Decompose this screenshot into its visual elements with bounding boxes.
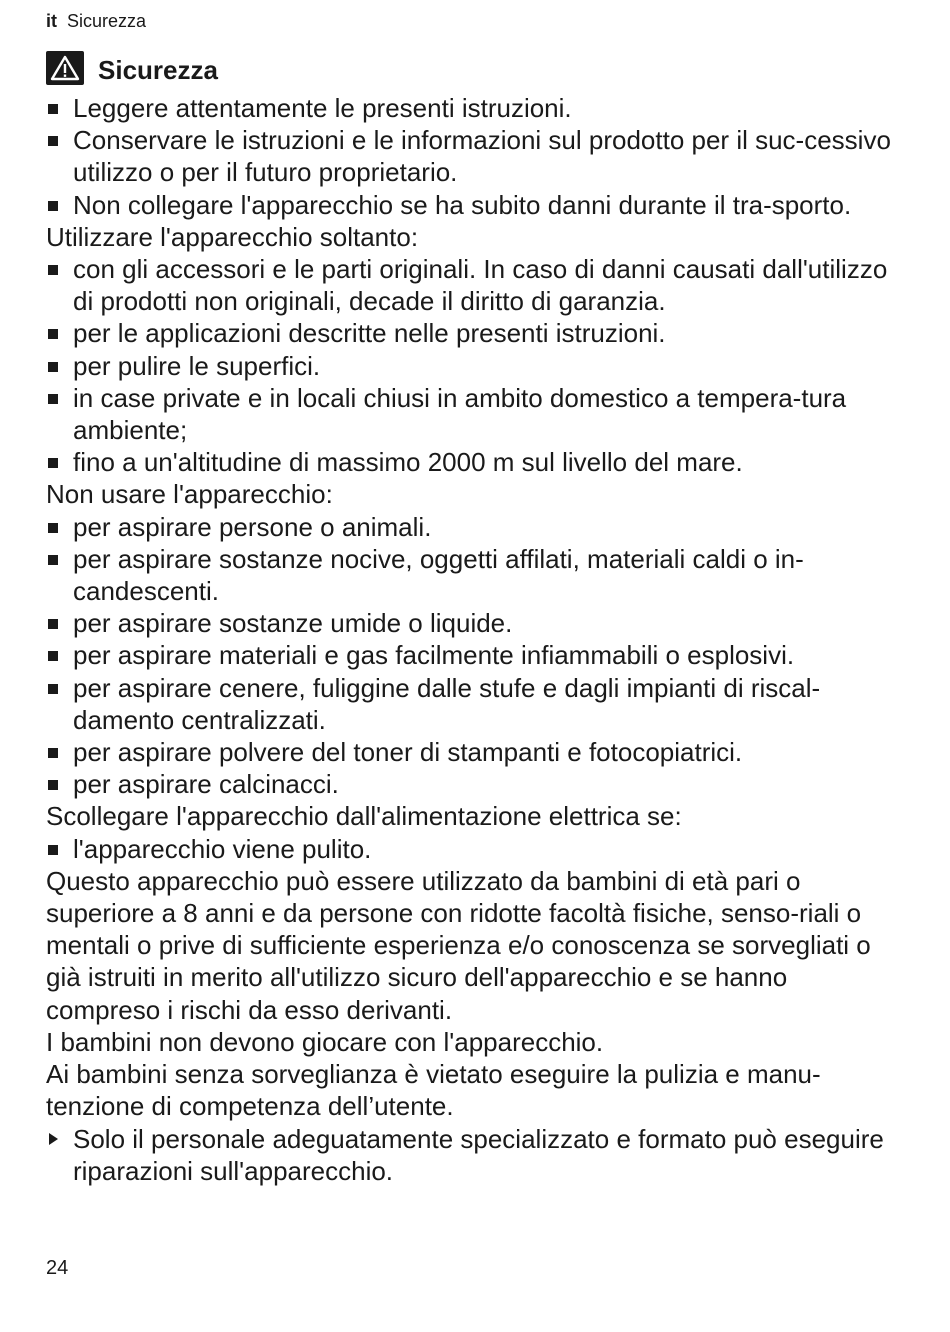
- list-item: in case private e in locali chiusi in ambito domestico a tempera-tura ambiente;: [46, 382, 906, 446]
- list-item: Conservare le istruzioni e le informazioni sul prodotto per il suc-cessivo utilizzo o per il futuro proprietario.: [46, 124, 906, 188]
- disconnect-list: [46, 833, 906, 865]
- children-paragraph: Questo apparecchio può essere utilizzato da bambini di età pari o superiore a 8 anni e da persone con ridotte facoltà fisiche, senso-riali o mentali o prive di sufficiente esperienza e/o conoscenza se sorvegliati o già istruiti in merito all'utilizzo sicuro dell'apparecchio e se hanno compreso i rischi da esso derivanti.: [46, 865, 871, 1025]
- list-item: per le applicazioni descritte nelle presenti istruzioni.: [46, 317, 906, 349]
- prohibited-use-list: [46, 511, 906, 801]
- disconnect-intro: Scollegare l'apparecchio dall'alimentazione elettrica se:: [46, 801, 682, 832]
- permitted-use-list: [46, 253, 906, 478]
- running-header: [46, 10, 146, 32]
- list-item: per aspirare sostanze umide o liquide.: [46, 607, 906, 639]
- prohibited-intro: Non usare l'apparecchio:: [46, 479, 333, 510]
- list-item: per aspirare sostanze nocive, oggetti affilati, materiali caldi o in-candescenti.: [46, 543, 906, 607]
- list-item: l'apparecchio viene pulito.: [46, 833, 906, 865]
- list-item: fino a un'altitudine di massimo 2000 m sul livello del mare.: [46, 446, 906, 478]
- list-item: per aspirare materiali e gas facilmente infiammabili o esplosivi.: [46, 639, 906, 671]
- section-heading: [46, 50, 218, 86]
- action-list: [46, 1123, 906, 1187]
- list-item: con gli accessori e le parti originali. In caso di danni causati dall'utilizzo di prodotti non originali, decade il diritto di garanzia.: [46, 253, 906, 317]
- general-instructions-list: [46, 92, 906, 221]
- children-play-paragraph: I bambini non devono giocare con l'apparecchio.: [46, 1026, 604, 1057]
- list-item: per aspirare persone o animali.: [46, 511, 906, 543]
- language-code: it: [46, 11, 57, 31]
- list-item: per aspirare calcinacci.: [46, 768, 906, 800]
- action-item: Solo il personale adeguatamente specializzato e formato può eseguire riparazioni sull'apparecchio.: [46, 1123, 906, 1187]
- list-item: Leggere attentamente le presenti istruzioni.: [46, 92, 906, 124]
- page-title: Sicurezza: [98, 55, 218, 85]
- children-cleaning-paragraph: Ai bambini senza sorveglianza è vietato eseguire la pulizia e manu-tenzione di competenza dell’utente.: [46, 1059, 821, 1122]
- list-item: per aspirare polvere del toner di stampanti e fotocopiatrici.: [46, 736, 906, 768]
- header-section-title: Sicurezza: [67, 11, 147, 31]
- warning-triangle-icon: [46, 51, 84, 85]
- page-number: 24: [46, 1257, 69, 1279]
- list-item: Non collegare l'apparecchio se ha subito danni durante il tra-sporto.: [46, 189, 906, 221]
- safety-content: [46, 92, 906, 1187]
- usage-intro: Utilizzare l'apparecchio soltanto:: [46, 221, 419, 252]
- list-item: per pulire le superfici.: [46, 350, 906, 382]
- list-item: per aspirare cenere, fuliggine dalle stufe e dagli impianti di riscal-damento centralizzati.: [46, 672, 906, 736]
